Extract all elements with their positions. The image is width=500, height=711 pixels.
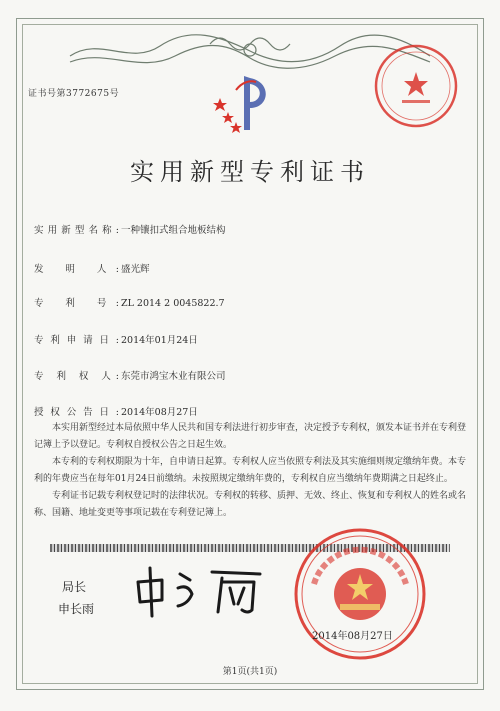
certificate-body-text — [34, 420, 466, 522]
field-value: 2014年08月27日 — [121, 407, 198, 418]
field-application-date — [34, 332, 198, 346]
field-value: 东莞市鸿宝木业有限公司 — [121, 371, 226, 382]
field-value: 盛光辉 — [121, 264, 150, 275]
field-label: 专 利 权 人: — [34, 371, 119, 382]
national-ip-seal-icon — [290, 524, 430, 664]
body-paragraph: 本专利的专利权期限为十年，自申请日起算。专利权人应当依照专利法及其实施细则规定缴纳年费。本专利的年费应当在每年01月24日前缴纳。未按照规定缴纳年费的，专利权自应当缴纳年费期满之日起终止。 — [34, 457, 467, 484]
field-label: 发 明 人: — [34, 264, 119, 275]
field-patent-number — [34, 295, 225, 309]
official-stamp-icon — [372, 42, 460, 130]
page-footer: 第1页(共1页) — [222, 667, 278, 677]
field-value: ZL 2014 2 0045822.7 — [121, 298, 225, 309]
field-value: 一种镶扣式组合地板结构 — [121, 225, 226, 236]
body-paragraph: 本实用新型经过本局依照中华人民共和国专利法进行初步审查，决定授予专利权，颁发本证书并在专利登记簿上予以登记。专利权自授权公告之日起生效。 — [34, 423, 467, 450]
field-label: 专 利 号: — [34, 298, 119, 309]
field-label: 授权公告日: — [34, 407, 119, 418]
field-patentee — [34, 368, 226, 382]
certificate-title: 实用新型专利证书 — [130, 158, 370, 186]
field-label: 专利申请日: — [34, 335, 119, 346]
field-label: 实用新型名称: — [34, 225, 119, 236]
field-value: 2014年01月24日 — [121, 335, 198, 346]
patent-office-logo-icon — [206, 68, 278, 136]
seal-date: 2014年08月27日 — [312, 631, 393, 642]
field-grant-date — [34, 404, 198, 418]
signature-icon — [130, 560, 270, 620]
certificate-number: 证书号第3772675号 — [28, 89, 120, 99]
signatory-title: 局长 — [62, 580, 87, 594]
signatory-name: 申长雨 — [58, 602, 95, 616]
field-inventor — [34, 261, 150, 275]
body-paragraph: 专利证书记载专利权登记时的法律状况。专利权的转移、质押、无效、终止、恢复和专利权人的姓名或名称、国籍、地址变更等事项记载在专利登记簿上。 — [34, 491, 467, 518]
field-utility-model-name — [34, 222, 226, 236]
